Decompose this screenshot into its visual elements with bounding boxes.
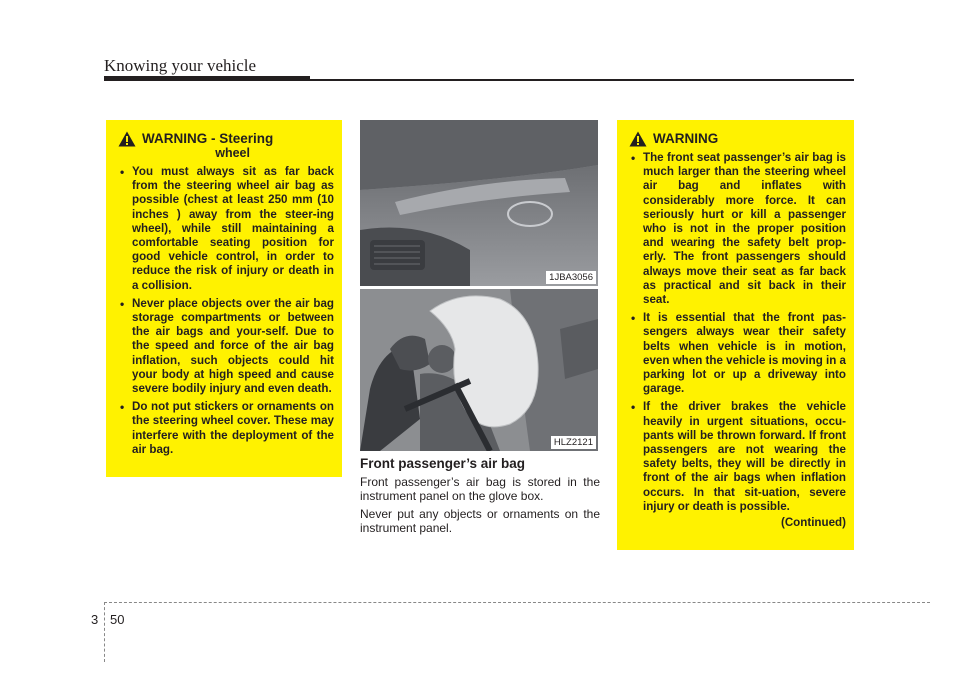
dashboard-airbag-illustration [360, 120, 598, 286]
figure-code: HLZ2121 [551, 436, 596, 449]
warning-header [629, 131, 846, 147]
page-number: 50 [110, 612, 125, 627]
footer-rule [104, 602, 930, 603]
body-paragraph: Never put any objects or ornaments on the instrument panel. [360, 507, 600, 535]
warning-bullet: • It is essential that the front pas-sengers always wear their safety belts when vehicle is in motion, even when the vehicle is moving in a parking lot or up a driveway into garage. [629, 311, 846, 396]
warning-header [118, 131, 334, 161]
section-heading: Front passenger’s air bag [360, 456, 526, 471]
warning-title: WARNING - Steering [142, 131, 274, 146]
warning-title-line2: wheel [215, 146, 250, 160]
warning-bullet-list [118, 165, 334, 457]
warning-title: WARNING [653, 131, 719, 146]
header-rule-thin [310, 79, 854, 81]
warning-bullet: • The front seat passenger’s air bag is much larger than the steering wheel air bag and inflates with considerably more force. It can seriously hurt or kill a passenger who is not in the proper position and wearing the safety belt prop-erly. The front passengers should always move their seat as far back as practical and sit back in their seat. [629, 151, 846, 307]
warning-bullet: • If the driver brakes the vehicle heavily in urgent situations, occu-pants will be thrown forward. If front passengers are not wearing the safety belts, they will be directly in front of the air bags when inflation occurs. In that sit-uation, severe injury or death is possible. [629, 400, 846, 514]
footer-vertical-rule [104, 602, 105, 662]
warning-triangle-icon [118, 131, 136, 147]
warning-triangle-icon [629, 131, 647, 147]
body-paragraph: Front passenger’s air bag is stored in the instrument panel on the glove box. [360, 475, 600, 503]
warning-bullet: • You must always sit as far back from the steering wheel air bag as possible (chest at least 250 mm (10 inches ) away from the steer-ing wheel), while still maintaining a comfortable seating position for good vehicle control, in order to reduce the risk of injury or death in a collision. [118, 165, 334, 293]
header-rule-thick [104, 76, 310, 81]
passenger-airbag-illustration [360, 289, 598, 451]
page-header-title: Knowing your vehicle [104, 56, 257, 75]
warning-box-steering-wheel [106, 120, 342, 477]
warning-bullet: • Never place objects over the air bag storage compartments or between the air bags and your-self. Due to the speed and force of the air bag inflation, such objects could hit your body at high speed and cause severe bodily injury and even death. [118, 297, 334, 396]
warning-bullet-list [629, 151, 846, 514]
dashboard-illustration-icon [360, 120, 598, 286]
warning-box-passenger-airbag [617, 120, 854, 550]
continued-note: (Continued) [780, 516, 846, 530]
chapter-number: 3 [91, 612, 99, 627]
figure-code: 1JBA3056 [546, 271, 596, 284]
warning-bullet: • Do not put stickers or ornaments on the steering wheel cover. These may interfere with the deployment of the air bag. [118, 400, 334, 457]
passenger-airbag-icon [360, 289, 598, 451]
